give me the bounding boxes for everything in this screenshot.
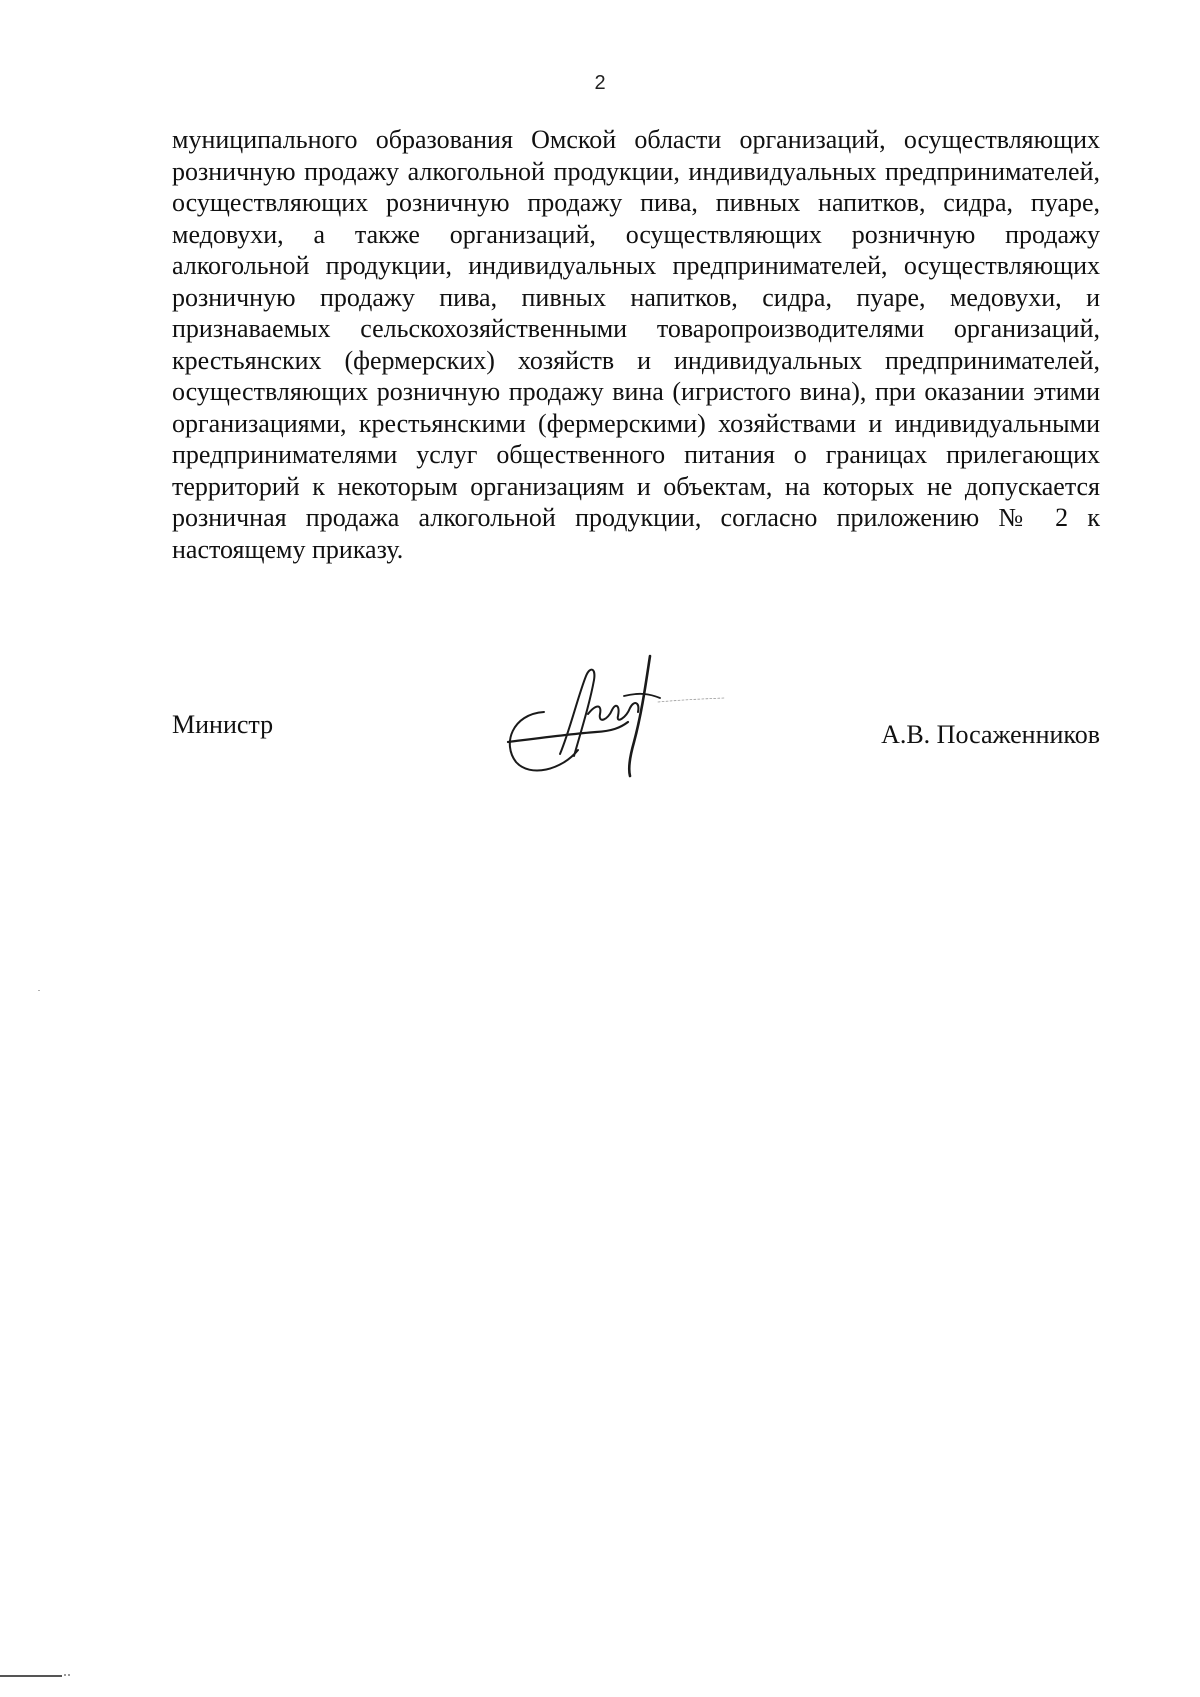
- handwritten-signature-icon: [500, 652, 730, 782]
- scan-mark: [0, 1675, 62, 1677]
- scan-mark: [68, 1674, 70, 1676]
- signatory-title: Министр: [172, 710, 274, 739]
- body-paragraph: муниципального образования Омской области организаций, осуществляющих розничную продажу алкогольной продукции, индивидуальных предпринимателей, осуществляющих розничную продажу пива, пивных напитков, сидра, пуаре, медовухи, а также организаций, осуществляющих розничную продажу алкогольной продукции, индивидуальных предпринимателей, осуществляющих розничную продажу пива, пивных напитков, сидра, пуаре, медовухи, и признаваемых сельскохозяйственными товаропроизводителями организаций, крестьянских (фермерских) хозяйств и индивидуальных предпринимателей, осуществляющих розничную продажу вина (игристого вина), при оказании этими организациями, крестьянскими (фермерскими) хозяйствами и индивидуальными предпринимателями услуг общественного питания о границах прилегающих территорий к некоторым организациям и объектам, на которых не допускается розничная продажа алкогольной продукции, согласно приложению № 2 к настоящему приказу.: [172, 125, 1100, 564]
- scan-mark: [38, 990, 40, 991]
- signatory-name: А.В. Посаженников: [881, 720, 1100, 749]
- scan-mark: [64, 1674, 66, 1676]
- page-number: 2: [594, 72, 606, 94]
